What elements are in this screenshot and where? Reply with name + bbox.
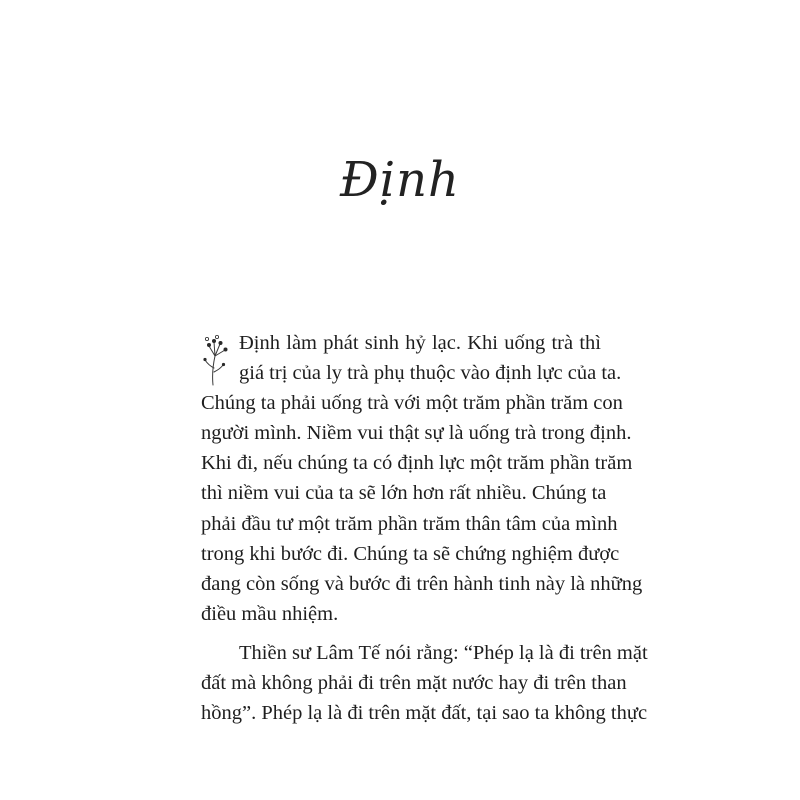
text-line: Thiền sư Lâm Tế nói rằng: “Phép lạ là đi trên mặt <box>239 641 648 664</box>
text-line: đất mà không phải đi trên mặt nước hay đi trên than <box>201 672 627 695</box>
paragraph-2 <box>201 638 648 728</box>
text-line: Khi đi, nếu chúng ta có định lực một trăm phần trăm <box>201 452 633 475</box>
text-line: phải đầu tư một trăm phần trăm thân tâm của mình <box>201 512 618 535</box>
text-line: điều mầu nhiệm. <box>201 602 339 625</box>
text-line: Định làm phát sinh hỷ lạc. Khi uống trà thì <box>239 332 601 354</box>
chapter-title: Định <box>340 152 460 208</box>
flower-sprig-icon <box>201 330 231 386</box>
text-line: trong khi bước đi. Chúng ta sẽ chứng nghiệm được <box>201 542 620 565</box>
text-line: người mình. Niềm vui thật sự là uống trà trong định. <box>201 422 632 445</box>
text-line: hồng”. Phép lạ là đi trên mặt đất, tại sao ta không thực <box>201 702 648 725</box>
body-text <box>201 328 648 728</box>
text-line: thì niềm vui của ta sẽ lớn hơn rất nhiều. Chúng ta <box>201 482 607 505</box>
text-line: giá trị của ly trà phụ thuộc vào định lực của ta. <box>239 362 622 385</box>
text-line: Chúng ta phải uống trà với một trăm phần trăm con <box>201 392 623 415</box>
text-line: đang còn sống và bước đi trên hành tinh này là những <box>201 572 643 595</box>
paragraph-1 <box>201 328 643 629</box>
